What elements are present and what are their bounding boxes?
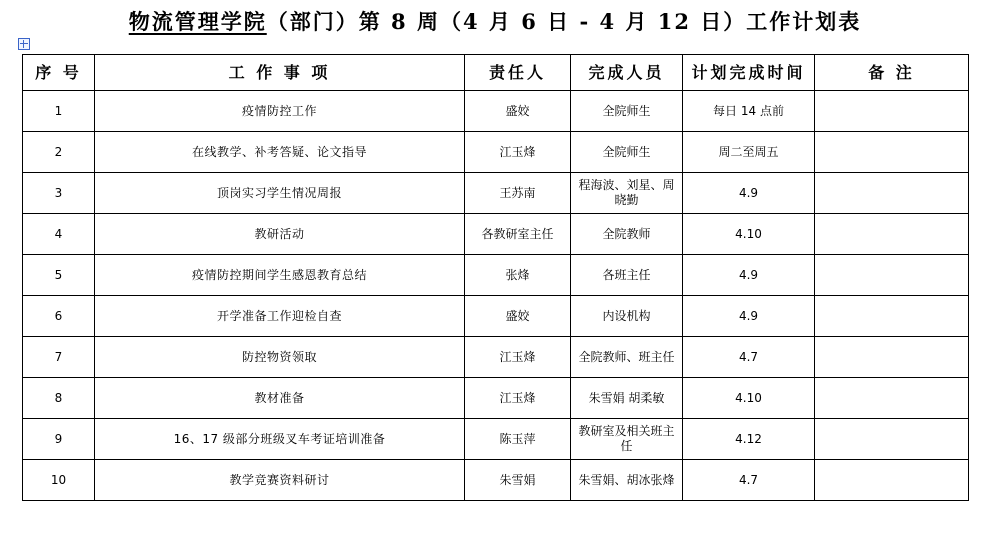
cell-seq: 5 (23, 255, 95, 296)
cell-item: 顶岗实习学生情况周报 (95, 173, 465, 214)
page-title-rest: （部门）第 8 周（4 月 6 日 - 4 月 12 日）工作计划表 (266, 9, 862, 34)
cell-item: 疫情防控期间学生感恩教育总结 (95, 255, 465, 296)
cell-item: 疫情防控工作 (95, 91, 465, 132)
cell-time: 4.9 (683, 296, 815, 337)
cell-item: 教研活动 (95, 214, 465, 255)
cell-seq: 2 (23, 132, 95, 173)
cell-owner: 张烽 (465, 255, 571, 296)
cell-time: 4.9 (683, 173, 815, 214)
cell-owner: 王苏南 (465, 173, 571, 214)
table-row (23, 378, 969, 419)
cell-owner: 江玉烽 (465, 378, 571, 419)
column-header-note: 备 注 (815, 55, 969, 91)
cell-note (815, 419, 969, 460)
table-row (23, 173, 969, 214)
column-header-time: 计划完成时间 (683, 55, 815, 91)
cell-done: 全院教师、班主任 (571, 337, 683, 378)
cell-item: 在线教学、补考答疑、论文指导 (95, 132, 465, 173)
cell-owner: 江玉烽 (465, 337, 571, 378)
table-row (23, 132, 969, 173)
cell-note (815, 173, 969, 214)
cell-done: 程海波、刘星、周晓勤 (571, 173, 683, 214)
cell-done: 各班主任 (571, 255, 683, 296)
table-row (23, 419, 969, 460)
cell-item: 教学竞赛资料研讨 (95, 460, 465, 501)
cell-note (815, 214, 969, 255)
cell-done: 教研室及相关班主任 (571, 419, 683, 460)
cell-item: 开学准备工作迎检自查 (95, 296, 465, 337)
table-row (23, 214, 969, 255)
cell-owner: 陈玉萍 (465, 419, 571, 460)
table-header (23, 55, 969, 91)
cell-item: 防控物资领取 (95, 337, 465, 378)
cell-note (815, 132, 969, 173)
cell-note (815, 337, 969, 378)
table-row (23, 255, 969, 296)
table-row (23, 296, 969, 337)
cell-seq: 1 (23, 91, 95, 132)
cell-done: 全院师生 (571, 91, 683, 132)
cell-time: 周二至周五 (683, 132, 815, 173)
cell-seq: 6 (23, 296, 95, 337)
cell-seq: 10 (23, 460, 95, 501)
cell-done: 朱雪娟 胡柔敏 (571, 378, 683, 419)
cell-done: 全院师生 (571, 132, 683, 173)
cell-owner: 江玉烽 (465, 132, 571, 173)
cell-owner: 盛姣 (465, 296, 571, 337)
cell-seq: 3 (23, 173, 95, 214)
cell-time: 4.7 (683, 460, 815, 501)
work-plan-table-container (22, 54, 968, 501)
cell-time: 每日 14 点前 (683, 91, 815, 132)
cell-seq: 8 (23, 378, 95, 419)
cell-time: 4.10 (683, 214, 815, 255)
table-header-row (23, 55, 969, 91)
table-body (23, 91, 969, 501)
cell-seq: 4 (23, 214, 95, 255)
cell-time: 4.10 (683, 378, 815, 419)
column-header-seq: 序 号 (23, 55, 95, 91)
cell-done: 全院教师 (571, 214, 683, 255)
cell-time: 4.7 (683, 337, 815, 378)
cell-note (815, 296, 969, 337)
table-row (23, 337, 969, 378)
column-header-owner: 责任人 (465, 55, 571, 91)
column-header-done: 完成人员 (571, 55, 683, 91)
cell-note (815, 255, 969, 296)
cell-done: 朱雪娟、胡冰张烽 (571, 460, 683, 501)
cell-owner: 朱雪娟 (465, 460, 571, 501)
cell-item: 教材准备 (95, 378, 465, 419)
cell-owner: 各教研室主任 (465, 214, 571, 255)
cell-note (815, 460, 969, 501)
column-header-item: 工 作 事 项 (95, 55, 465, 91)
cell-note (815, 91, 969, 132)
page-title (0, 6, 990, 36)
work-plan-table (22, 54, 969, 501)
cell-note (815, 378, 969, 419)
cell-seq: 9 (23, 419, 95, 460)
cell-seq: 7 (23, 337, 95, 378)
move-handle-icon[interactable] (18, 38, 30, 50)
cell-item: 16、17 级部分班级叉车考证培训准备 (95, 419, 465, 460)
table-row (23, 91, 969, 132)
table-row (23, 460, 969, 501)
cell-time: 4.9 (683, 255, 815, 296)
cell-owner: 盛姣 (465, 91, 571, 132)
cell-done: 内设机构 (571, 296, 683, 337)
page-title-department: 物流管理学院 (128, 9, 267, 34)
cell-time: 4.12 (683, 419, 815, 460)
